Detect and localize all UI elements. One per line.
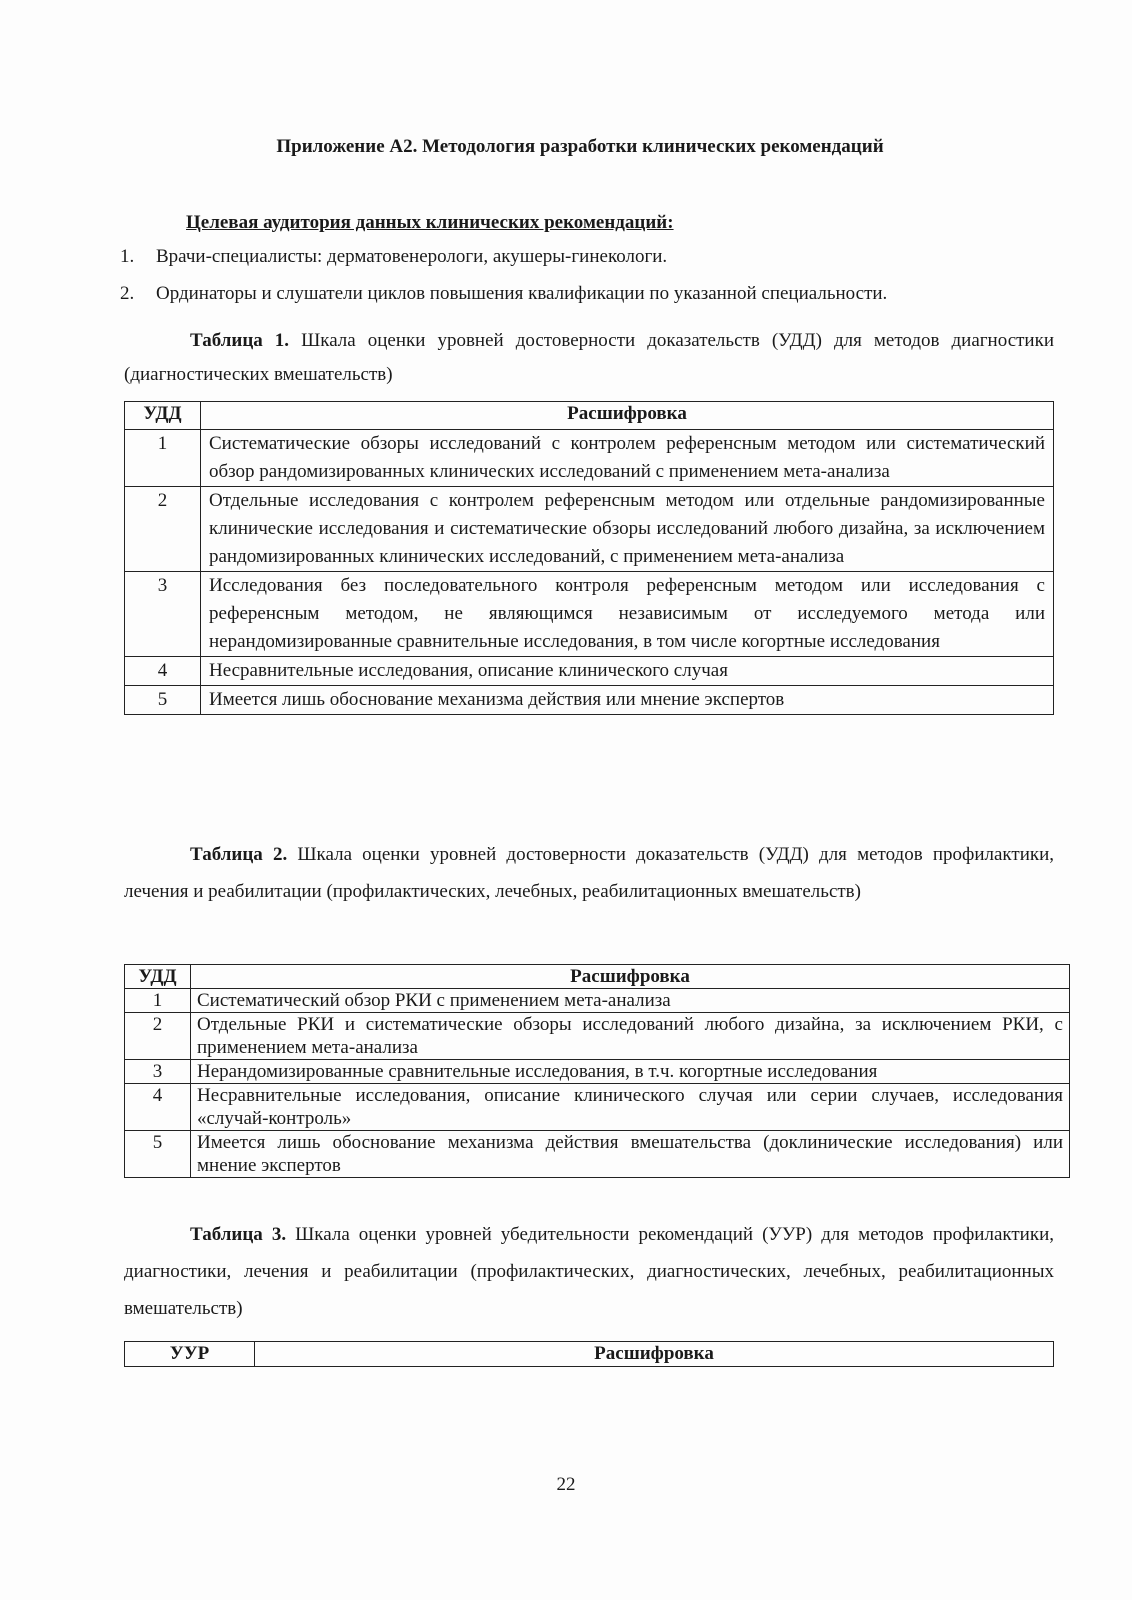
level-cell: 1 [125,430,201,487]
page-title: Приложение А2. Методология разработки клинических рекомендаций [276,136,884,157]
level-cell: 5 [125,1131,191,1178]
level-cell: 1 [125,989,191,1013]
table-header-row [125,965,1070,989]
column-header-level: УУР [125,1342,255,1367]
table-row [125,487,1054,572]
table2-caption [124,836,1054,910]
table-row [125,657,1054,686]
column-header-level: УДД [125,402,201,430]
table2-caption-label: Таблица 2. [190,844,288,865]
column-header-description: Расшифровка [201,402,1054,430]
level-cell: 3 [125,572,201,657]
page-number: 22 [556,1474,576,1495]
description-cell: Систематические обзоры исследований с контролем референсным методом или систематический обзор рандомизированных клинических исследований с применением мета-анализа [201,430,1054,487]
description-cell: Несравнительные исследования, описание клинического случая [201,657,1054,686]
audience-heading: Целевая аудитория данных клинических рекомендаций: [186,212,674,233]
table-row [125,1013,1070,1060]
table3-caption-label: Таблица 3. [190,1224,287,1245]
table-row [125,1060,1070,1084]
description-cell: Отдельные РКИ и систематические обзоры исследований любого дизайна, за исключением РКИ, с применением мета-анализа [191,1013,1070,1060]
level-cell: 5 [125,686,201,715]
table1 [124,401,1054,715]
description-cell: Отдельные исследования с контролем референсным методом или отдельные рандомизированные клинические исследования и систематические обзоры исследований любого дизайна, за исключением рандомизированных клинических исследований, с применением мета-анализа [201,487,1054,572]
description-cell: Несравнительные исследования, описание клинического случая или серии случаев, исследования «случай-контроль» [191,1084,1070,1131]
column-header-description: Расшифровка [191,965,1070,989]
description-cell: Систематический обзор РКИ с применением мета-анализа [191,989,1070,1013]
table-row [125,572,1054,657]
description-cell: Имеется лишь обоснование механизма действия вмешательства (доклинические исследования) или мнение экспертов [191,1131,1070,1178]
table2 [124,964,1070,1178]
table1-caption [124,324,1054,392]
list-item-text: Врачи-специалисты: дерматовенерологи, акушеры-гинекологи. [156,246,668,267]
table-row [125,686,1054,715]
description-cell: Имеется лишь обоснование механизма действия или мнение экспертов [201,686,1054,715]
level-cell: 4 [125,657,201,686]
audience-list [120,245,1050,319]
column-header-description: Расшифровка [255,1342,1054,1367]
table3-caption [124,1216,1054,1327]
table1-caption-label: Таблица 1. [190,330,290,351]
list-item-number: 1. [120,246,135,267]
table-header-row [125,402,1054,430]
table3-caption-text: Шкала оценки уровней убедительности рекомендаций (УУР) для методов профилактики, диагностики, лечения и реабилитации (профилактических, диагностических, лечебных, реабилитационных вмешательств) [124,1224,1054,1319]
description-cell: Нерандомизированные сравнительные исследования, в т.ч. когортные исследования [191,1060,1070,1084]
table-header-row [125,1342,1054,1367]
table1-caption-text: Шкала оценки уровней достоверности доказательств (УДД) для методов диагностики (диагностических вмешательств) [124,330,1054,385]
table-row [125,1131,1070,1178]
level-cell: 4 [125,1084,191,1131]
table-row [125,1084,1070,1131]
level-cell: 2 [125,487,201,572]
level-cell: 2 [125,1013,191,1060]
table2-caption-text: Шкала оценки уровней достоверности доказательств (УДД) для методов профилактики, лечения и реабилитации (профилактических, лечебных, реабилитационных вмешательств) [124,844,1055,902]
table3 [124,1341,1054,1367]
list-item-number: 2. [120,283,135,304]
table-row [125,989,1070,1013]
table-row [125,430,1054,487]
column-header-level: УДД [125,965,191,989]
list-item-text: Ординаторы и слушатели циклов повышения квалификации по указанной специальности. [156,283,888,304]
description-cell: Исследования без последовательного контроля референсным методом или исследования с референсным методом, не являющимся независимым от исследуемого метода или нерандомизированные сравнительные исследования, в том числе когортные исследования [201,572,1054,657]
level-cell: 3 [125,1060,191,1084]
list-item [120,245,1050,282]
list-item [120,282,1050,319]
